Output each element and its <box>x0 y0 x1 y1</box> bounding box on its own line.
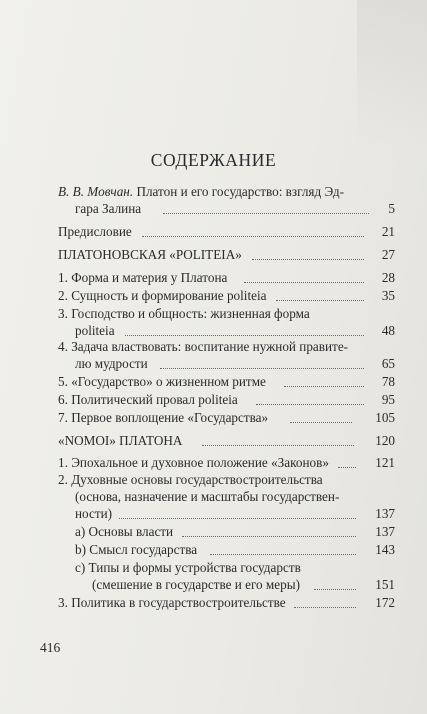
toc-entry-6: 6. Политический провал politeia <box>58 392 238 407</box>
toc-leader-dots <box>256 394 364 405</box>
toc-entry-nomoi-2-line1: 2. Духовные основы государствостроительства <box>58 472 323 487</box>
toc-leader-dots <box>182 526 356 537</box>
contents-heading: СОДЕРЖАНИЕ <box>150 150 277 170</box>
toc-page-number: 65 <box>381 356 395 371</box>
toc-leader-dots <box>202 435 354 446</box>
toc-leader-dots <box>125 325 364 336</box>
toc-page-number: 121 <box>375 455 395 470</box>
toc-leader-dots <box>314 579 356 590</box>
toc-entry-movchan-line2: гара Залина <box>75 201 142 216</box>
toc-entry-nomoi-1: 1. Эпохальное и духовное положение «Законов» <box>58 455 329 470</box>
toc-leader-dots <box>163 203 369 214</box>
toc-entry-nomoi-3: 3. Политика в государствостроительстве <box>58 595 286 610</box>
toc-entry-1: 1. Форма и материя у Платона <box>58 270 228 285</box>
toc-page-number: 120 <box>375 433 395 448</box>
toc-leader-dots <box>294 597 356 608</box>
toc-entry-nomoi-2-line3: ности) <box>75 506 113 521</box>
toc-page-number: 95 <box>381 392 395 407</box>
toc-leader-dots <box>338 457 356 468</box>
toc-leader-dots <box>252 249 364 260</box>
toc-leader-dots <box>244 272 364 283</box>
toc-part-nomoi: «NOMOI» ПЛАТОНА <box>58 433 183 448</box>
toc-page-number: 172 <box>375 595 395 610</box>
toc-page-number: 48 <box>381 323 395 338</box>
toc-entry-4-line2: лю мудрости <box>75 356 148 371</box>
toc-entry-preface: Предисловие <box>58 224 132 239</box>
toc-page-number: 137 <box>375 524 395 539</box>
toc-page-number: 27 <box>381 247 395 262</box>
toc-leader-dots <box>142 226 364 237</box>
toc-entry-nomoi-2-line2: (основа, назначение и масштабы государствен- <box>75 489 340 504</box>
toc-page-number: 143 <box>375 542 395 557</box>
toc-entry-3-line1: 3. Господство и общность: жизненная форма <box>58 306 310 321</box>
toc-leader-dots <box>119 508 356 519</box>
toc-entry-nomoi-2b: b) Смысл государства <box>75 542 198 557</box>
toc-entry-4-line1: 4. Задача властвовать: воспитание нужной правите- <box>58 339 349 354</box>
toc-entry-title: Платон и его государство: взгляд Эд- <box>133 184 344 199</box>
toc-leader-dots <box>284 376 364 387</box>
toc-entry-nomoi-2a: а) Основы власти <box>75 524 174 539</box>
toc-page-number: 28 <box>381 270 395 285</box>
toc-page-number: 151 <box>375 577 395 592</box>
toc-leader-dots <box>160 358 364 369</box>
toc-entry-3-line2: politeia <box>75 323 115 338</box>
toc-page-number: 105 <box>375 410 395 425</box>
toc-part-politeia: ПЛАТОНОВСКАЯ «POLITEIA» <box>58 247 242 262</box>
toc-entry-nomoi-2c-line1: с) Типы и формы устройства государств <box>75 560 301 575</box>
toc-page-number: 137 <box>375 506 395 521</box>
toc-entry-5: 5. «Государство» о жизненном ритме <box>58 374 266 389</box>
toc-entry-2: 2. Сущность и формирование politeia <box>58 288 267 303</box>
toc-page-number: 35 <box>381 288 395 303</box>
toc-page-number: 21 <box>381 224 395 239</box>
toc-entry-nomoi-2c-line2: (смешение в государстве и его меры) <box>92 577 300 592</box>
toc-leader-dots <box>276 290 364 301</box>
toc-entry-7: 7. Первое воплощение «Государства» <box>58 410 269 425</box>
toc-page-number: 5 <box>388 201 395 216</box>
toc-entry-movchan-line1 <box>58 183 344 200</box>
toc-leader-dots <box>290 412 352 423</box>
page-number: 416 <box>40 640 61 655</box>
toc-leader-dots <box>210 544 356 555</box>
toc-page-number: 78 <box>381 374 395 389</box>
toc-entry-author: В. В. Мовчан. <box>58 184 134 199</box>
